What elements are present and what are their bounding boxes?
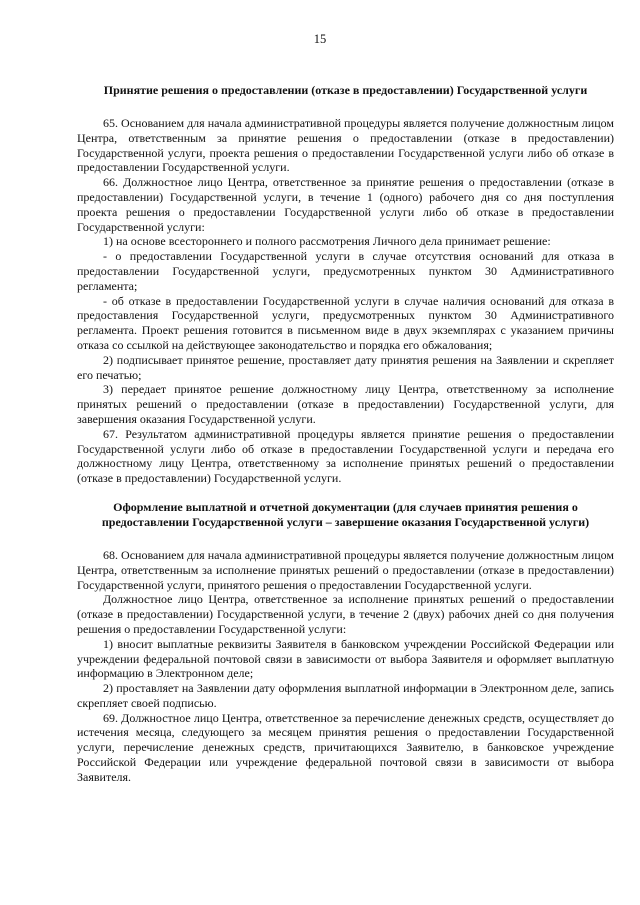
paragraph-66-item-1: 1) на основе всестороннего и полного рассмотрения Личного дела принимает решение: [103, 234, 551, 249]
paragraph-68: 68. Основанием для начала административной процедуры является получение должностным лицом Центра, ответственным за исполнение принятых решений о предоставлении (отказе в предоставлении) Государственной услуги, принятого решения о предоставлении Государственной услуги. [77, 547, 614, 592]
section-heading-decision: Принятие решения о предоставлении (отказе в предоставлении) Государственной услуги [103, 83, 588, 97]
paragraph-66-item-1-refuse: - об отказе в предоставлении Государственной услуги в случае наличия оснований для отказа в предоставления Государственной услуги, предусмотренных пунктом 30 Административного регламента. Проект решения готовится в письменном виде в двух экземплярах с указанием причины отказа со ссылкой на действующее законодательство и порядка его обжалования; [77, 293, 614, 352]
paragraph-69: 69. Должностное лицо Центра, ответственное за перечисление денежных средств, осуществляет до истечения месяца, следующего за месяцем принятия решения о предоставлении Государственной услуги, перечисление денежных средств, причитающихся Заявителю, в банковское учреждение Российской Федерации или учреждение федеральной почтовой связи в зависимости от выбора Заявителя. [77, 710, 614, 784]
paragraph-65: 65. Основанием для начала административной процедуры является получение должностным лицом Центра, ответственным за принятие решения о предоставлении (отказе в предоставлении) Государственной услуги, проекта решения о предоставлении Государственной услуги либо об отказе в предоставлении Государственной услуги. [77, 116, 614, 175]
paragraph-68-official: Должностное лицо Центра, ответственное за исполнение принятых решений о предоставлении (отказе в предоставлении) Государственной услуги, в течение 2 (двух) рабочих дней со дня получения решения о предоставлении Государственной услуги: [77, 592, 614, 636]
page-number: 15 [313, 32, 327, 46]
paragraph-67: 67. Результатом административной процедуры является принятие решения о предоставлении Государственной услуги либо об отказе в предоставлении Государственной услуги и передача его должностному лицу Центра, ответственному за исполнение принятых решений о предоставлении (отказе в предоставлении) Государственной услуги. [77, 426, 614, 486]
paragraph-66-item-2: 2) подписывает принятое решение, проставляет дату принятия решения на Заявлении и скрепляет его печатью; [77, 352, 614, 382]
paragraph-66-item-1-grant: - о предоставлении Государственной услуги в случае отсутствия оснований для отказа в предоставлении Государственной услуги, предусмотренных пунктом 30 Административного регламента; [77, 249, 614, 293]
paragraph-66: 66. Должностное лицо Центра, ответственное за принятие решения о предоставлении (отказе в предоставлении) Государственной услуги, в течение 1 (одного) рабочего дня со дня поступления проекта решения о предоставлении Государственной услуги либо об отказе в предоставлении Государственной услуги: [77, 175, 614, 234]
section-heading-payment: Оформление выплатной и отчетной документации (для случаев принятия решения о предоставлении Государственной услуги – завершение оказания Государственной услуги) [101, 499, 590, 529]
paragraph-66-item-3: 3) передает принятое решение должностному лицу Центра, ответственному за исполнение принятых решений о предоставлении (отказе в предоставлении) Государственной услуги, для завершения оказания Государственной услуги. [77, 382, 614, 426]
paragraph-68-item-1: 1) вносит выплатные реквизиты Заявителя в банковском учреждении Российской Федерации или учреждении федеральной почтовой связи в зависимости от выбора Заявителя и оформляет выплатную информацию в Электронном деле; [77, 636, 614, 681]
document-body [77, 83, 614, 785]
paragraph-68-item-2: 2) проставляет на Заявлении дату оформления выплатной информации в Электронном деле, запись скрепляет своей подписью. [77, 681, 614, 710]
